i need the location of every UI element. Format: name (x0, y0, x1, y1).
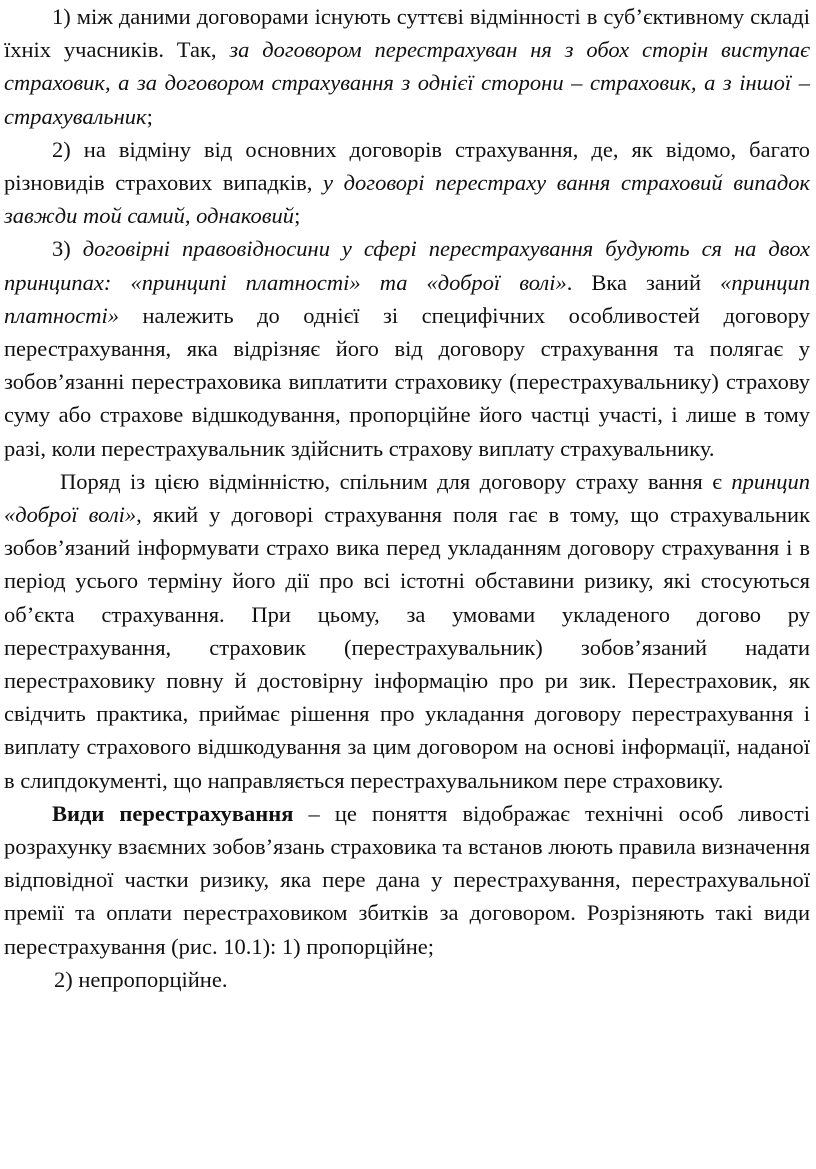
text-run: ; (294, 203, 301, 229)
text-run: 2) непропорційне. (54, 966, 228, 992)
italic-run: договірні правовідносини у сфері перестрахування будують ся на двох принципах: «принципі платності» та «доброї волі» (4, 236, 810, 295)
text-run: 1) між даними договорами існують суттєві відмінності в суб’єктивному складі їхніх учасників. Так, (4, 4, 810, 63)
text-run: ; (146, 103, 153, 129)
bold-term: Види перестрахування (52, 800, 294, 826)
text-run: . Вка заний (566, 269, 721, 295)
text-run: належить до однієї зі специфічних особливостей договору перестрахування, яка відрізняє його від договору страхування та полягає у зобов’язанні перестраховика виплатити страховику (перестрахувальнику) страхову суму або страхове відшкодування, пропорційне його частці участі, і лише в тому разі, коли перестрахувальник здійснить страхову виплату страхувальнику. (4, 302, 810, 461)
italic-run: у договорі перестраху вання страховий випадок завжди той самий, однаковий (4, 170, 810, 229)
italic-run: принцип «доброї волі» (4, 468, 810, 528)
italic-run: за договором перестрахуван ня з обох сторін виступає страховик, а за договором страхування з однієї сторони – страховик, а з іншої – страхувальник (4, 37, 810, 129)
paragraph-reinsurance-types (4, 797, 810, 963)
paragraph-difference-insured-event (4, 133, 810, 233)
text-run: – це поняття відображає технічні особ ливості розрахунку взаємних зобов’язань страховика та встанов люють правила визначення відповідної частки ризику, яка пере дана у перестрахування, перестрахувальної премії та оплати перестраховиком збитків за договором. Розрізняють такі види перестрахування (рис. 10.1): 1) пропорційне; (4, 800, 810, 959)
italic-run: «принцип платності» (4, 269, 810, 328)
text-run: , який у договорі страхування поля гає в тому, що страхувальник зобов’язаний інформувати страхо вика перед укладанням договору страхування і в період усього терміну його дії про всі істотні обставини ризику, які стосуються об’єкта страхування. При цьому, за умовами укладеного догово ру перестрахування, страховик (перестрахувальник) зобов’язаний надати перестраховику повну й достовірну інформацію про ри зик. Перестраховик, як свідчить практика, приймає рішення про укладання договору перестрахування і виплату страхового відшкодування за цим договором на основі інформації, наданої в слипдокументі, що направляється перестрахувальником пере страховику. (4, 502, 810, 793)
paragraph-good-faith (4, 465, 810, 797)
paragraph-difference-participants (4, 0, 810, 133)
paragraph-principles (4, 232, 810, 464)
text-run: 2) на відміну від основних договорів страхування, де, як відомо, багато різновидів страхових випадків, (4, 136, 810, 196)
text-run: 3) (52, 236, 83, 262)
paragraph-nonproportional (4, 963, 810, 996)
text-run: Поряд із цією відмінністю, спільним для договору страху вання є (60, 468, 732, 494)
